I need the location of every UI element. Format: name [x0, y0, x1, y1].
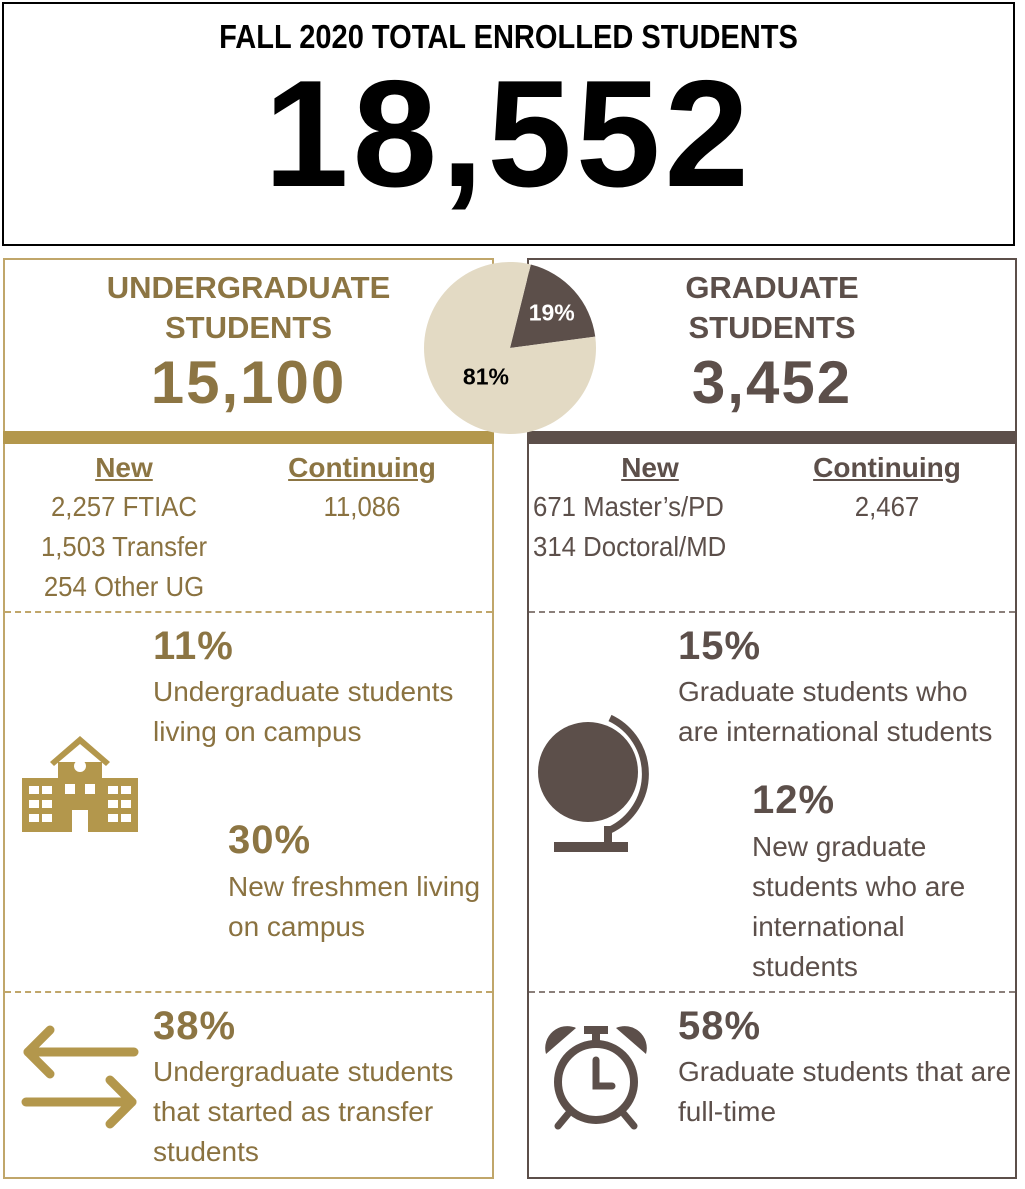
school-building-icon	[22, 736, 138, 832]
undergraduate-divider-bar	[3, 431, 494, 444]
undergraduate-new-header: New	[95, 452, 153, 483]
graduate-heading-line1: GRADUATE	[685, 270, 859, 305]
undergraduate-continuing-header: Continuing	[288, 452, 436, 483]
list-item: 671 Master’s/PD	[533, 491, 724, 522]
graduate-divider-bar	[527, 431, 1017, 444]
transfer-start-label: Undergraduate students that started as transfer students	[153, 1056, 454, 1167]
undergraduate-total: 15,100	[150, 349, 347, 416]
enrollment-pie-chart	[424, 262, 596, 434]
graduate-total: 3,452	[691, 349, 853, 416]
divider	[529, 991, 1015, 993]
undergraduate-heading-line2: STUDENTS	[164, 310, 333, 345]
total-enrolled-value: 18,552	[264, 49, 753, 219]
pie-label-undergraduate: 81%	[462, 363, 509, 390]
new-graduate-international-label: New graduate students who are international students	[752, 831, 966, 982]
graduate-fulltime-label: Graduate students that are full-time	[678, 1056, 1012, 1127]
undergraduate-on-campus-percent: 11%	[153, 624, 234, 668]
alarm-clock-icon	[542, 1024, 650, 1130]
undergraduate-heading	[3, 268, 494, 348]
divider	[529, 611, 1015, 613]
list-item: 1,503 Transfer	[40, 531, 208, 562]
pie-label-graduate: 19%	[528, 299, 575, 326]
graduate-heading	[527, 268, 1017, 348]
freshmen-on-campus-label: New freshmen living on campus	[228, 871, 481, 942]
undergraduate-heading-line1: UNDERGRADUATE	[106, 270, 391, 305]
globe-icon	[538, 712, 656, 854]
graduate-fulltime-percent: 58%	[678, 1004, 762, 1048]
page-title: FALL 2020 TOTAL ENROLLED STUDENTS	[219, 18, 798, 55]
list-item: 254 Other UG	[43, 571, 205, 602]
list-item: 314 Doctoral/MD	[533, 531, 727, 562]
undergraduate-continuing-value: 11,086	[323, 491, 401, 522]
transfer-arrows-icon	[22, 1024, 138, 1130]
graduate-continuing-value: 2,467	[854, 491, 920, 522]
freshmen-on-campus-percent: 30%	[228, 818, 312, 862]
list-item: 2,257 FTIAC	[50, 491, 198, 522]
graduate-continuing-header: Continuing	[813, 452, 961, 483]
transfer-start-percent: 38%	[153, 1004, 237, 1048]
divider	[5, 991, 492, 993]
new-graduate-international-percent: 12%	[752, 778, 836, 822]
graduate-new-list	[533, 487, 746, 567]
undergraduate-on-campus-label: Undergraduate students living on campus	[153, 676, 454, 747]
graduate-international-percent: 15%	[678, 624, 762, 668]
divider	[5, 611, 492, 613]
undergraduate-new-list	[14, 487, 235, 607]
graduate-new-header: New	[621, 452, 679, 483]
graduate-heading-line2: STUDENTS	[688, 310, 856, 345]
graduate-international-label: Graduate students who are international students	[678, 676, 993, 747]
